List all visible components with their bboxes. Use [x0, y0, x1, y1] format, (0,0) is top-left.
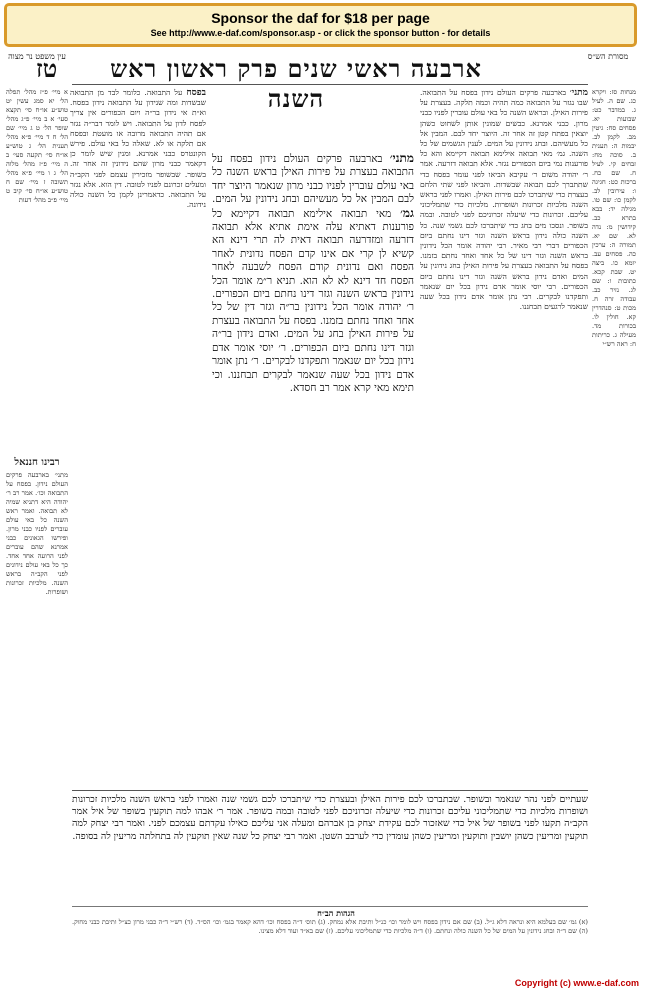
ein-mishpat-column	[6, 88, 68, 958]
mishnah-opening-word: מתני׳	[389, 152, 414, 165]
tosafot-commentary	[70, 88, 206, 788]
seder-note: מסורת הש״ס	[587, 52, 629, 61]
gemara-text: מאי תבואה אילימא תבואה דקיימא כל פורענות דאתיא עלה אימת אתיא אלא תבואה דזרעה ומזדרעה תבואה דאית לה תרי דינא הא קשיא לן קרי אם אינו קדם הפסח נדונית לאחר הפסח ואם נדונית קודם הפסח לשבעה לאחר הפסח חד דינא לא לא הוא. תניא ר״מ אומר הכל נידונין בראש השנה וגזר דינו נחתם ביום הכפורים. ר׳ יהודה אומר הכל נידונין בר״ה וגזר דין של כל אחד ואחד נחתם בזמנו. בפסח על התבואה בעצרת על פירות האילן בחג על המים. ואדם נידון בר״ה וגזר דינו נחתם ביום הכפורים. ר׳ יוסי אומר אדם נידון בכל יום שנאמר ותפקדנו לבקרים. ר׳ נתן אומר אדם נידון בכל שעה שנאמר לבקרים תבחננו. וכי תימא מאי קרא אמר רב חסדא.	[212, 207, 414, 394]
gemara-opening-word: גמ׳	[400, 205, 414, 220]
hagahot-divider	[72, 906, 588, 907]
rashi-commentary	[420, 88, 588, 788]
sponsor-title[interactable]: Sponsor the daf for $18 per page	[211, 10, 430, 26]
page-number: טז	[36, 54, 58, 83]
copyright-notice[interactable]: Copyright (c) www.e-daf.com	[514, 978, 639, 988]
rabbeinu-chananel-text: מתני׳ בארבעה פרקים העולם נידון. בפסח על התבואה וכו׳. אמר רב ר׳ יהודה היא דתניא שמיה לא תבואה. ואמר ראש השנה כל באי עולם עוברים לפניו כבני מרון. ופירשו הגאונים כבני אמרנא שהם עוברים לפני הרועה אחד אחד. כך כל באי עולם נידונים לפני הקב״ה בראש השנה. מלכיות זכרונות ושופרות.	[6, 471, 68, 596]
ein-mishpat-text: א מיי׳ פ״ז מהל׳ תפלה הל׳ יא סמג עשין יט טוש״ע או״ח סי׳ תקצא סעי׳ א ב מיי׳ פ״ג מהל׳ שופר הל׳ ט ג מיי׳ שם הל׳ ח ד מיי׳ פ״א מהל׳ תענית הל׳ ג טוש״ע או״ח סי׳ תקעה סעי׳ ב ה מיי׳ פ״ז מהל׳ מלוה הל׳ ג ו מיי׳ פ״א מהל׳ תשובה ז מיי׳ שם ח טוש״ע או״ח סי׳ קיב ט מיי׳ פ״ב מהל׳ דעות	[6, 88, 68, 204]
rabbeinu-chananel-title: רבינו חננאל	[14, 457, 60, 468]
header-divider	[72, 84, 588, 85]
rashi-dibbur: מתני׳	[569, 88, 588, 98]
bottom-commentary: שעתיים לפני נהר שנאמר ובשופר. שבתברכו לכם פירות האילן ובעצרת כדי שיתברכו לכם גשמי שנה ואמרו לפני בראש השנה מלכיות זכרונות ושופרות מלכיות כדי שתמליכוני עליכם זכרונות כדי שיעלה זכרוניכם לפני לטובה ובמה בשופר. אמר ר׳ אבהו למה תוקעין בשופר של איל אמר הקב״ה תקעו לפני בשופר של איל כדי שאזכור לכם עקידת יצחק בן אברהם ומעלה אני עליכם כאילו עקדתם עצמכם לפני. ואמר רבי יצחק למה תוקעין ומריעין כשהן יושבין ותוקעין ומריעין כשהן עומדין כדי לערבב השטן. ואמר רבי יצחק כל שנה שאין תוקעין לה בתחלתה מריעין לה בסופה.	[72, 794, 588, 842]
rashi-text: בארבעה פרקים העולם נידון בפסח על התבואה. שבו נגזר על התבואה כמה תהיה וכמה תלקה. בעצרת על פירות האילן. ובראש השנה כל באי עולם עוברין לפניו כבני מרון. כבני אמרנא. כבשים שמונין אותן לשחוט כשהן יוצאין בפתח קטן זה אחר זה. היוצר יחד לבם. המבין אל כל מעשיהם. ובחג נידונין על המים. לענין הגשמים של כל השנה. גמ׳ מאי תבואה אילימא תבואה דקיימא והא כל פורענות נמי ביום הכפורים נגזר. אלא תבואה דזרעה. אמר ר׳ יהודה משום ר׳ עקיבא הביאו לפני עומר בפסח כדי שתתברך לכם תבואה שבשדות. והביאו לפני שתי הלחם בעצרת כדי שיתברכו לכם פירות האילן. ואמרו לפני בראש השנה מלכיות זכרונות ושופרות. מלכיות כדי שתמליכוני עליכם. זכרונות כדי שיעלה זכרוניכם לפני לטובה. ובמה בשופר. ונסכו מים בחג כדי שיתברכו לכם גשמי שנה. כל השנה כולה נידון בראש השנה וגזר דינו נחתם ביום הכפורים דברי רבי מאיר. רבי יהודה אומר הכל נידונין בראש השנה וגזר דינו של כל אחד ואחד נחתם בזמנו. בפסח על התבואה בעצרת על פירות האילן בחג נידונין על המים ואדם נידון בראש השנה וגזר דינו נחתם ביום הכפורים. רבי יוסי אומר אדם נידון בכל יום שנאמר ותפקדנו לבקרים. רבי נתן אומר אדם נידון בכל שעה שנאמר לרגעים תבחננו.	[420, 88, 588, 312]
hagahot-text: (א) גמ׳ שם בעלמא היא ונראה דלא ג״ל. (ב) שם אם נידון בפסח ויש לומר וכו׳ כנ״ל ותיבת אלא נמחק. (ג) תוס׳ ד״ה בפסח וכו׳ דהא קאמר בגמ׳ וכו׳ הס״ד. (ד) רש״י ד״ה כבני מרון כצ״ל ותיבת כבני מחוק. (ה) שם ד״ה ובחג נידונין על המים של כל השנה כולה ונחתם. (ו) ד״ה מלכיות כדי שתמליכוני עליכם. (ז) שם בא״ד ועוד דלא מצינו.	[72, 918, 588, 935]
mesoret-hashas-column: מנחות סז: ויקרא כג. שם ה. לעיל ג. במדבר כט: שבועות יא. פסחים סח: גיטין מב. לקמן לב. יבמות ה: תענית ב. סוכה מח: זבחים קי. לעיל ח. שם כח. ברכות כט: חגיגה ו: עירובין לב. לקמן כו: שם טו. מגילה יד: בבא בתרא כב. קידושין מ: נדה לא. שם יא. תמורה ה: ערכין כה. פסחים עב. יומא כו. ביצה יט. שבת קכא. כתובות ו: שם לג. נזיר כב. עבודה זרה ח. מכות ט: סנהדרין קא. חולין לו. בכורות מד. מעילה ג. כריתות ח: ראה רש״י	[592, 88, 636, 348]
gemara-main-text	[212, 152, 414, 782]
ein-mishpat-heading: עין משפט נר מצוה	[8, 52, 66, 61]
sponsor-banner[interactable]	[4, 3, 637, 47]
mishnah-text: בארבעה פרקים העולם נידון בפסח על התבואה בעצרת על פירות האילן בראש השנה כל באי עולם עוברין לפניו כבני מרון שנאמר היוצר יחד לבם המבין אל כל מעשיהם ובחג נידונין על המים.	[212, 153, 414, 206]
sponsor-subtitle[interactable]: See http://www.e-daf.com/sponsor.asp - or click the sponsor button - for details	[150, 28, 491, 38]
talmud-page	[6, 52, 636, 977]
running-title: ארבעה ראשי שנים פרק ראשון ראש השנה	[110, 54, 482, 113]
tosafot-dibbur: בפסח	[186, 88, 206, 98]
bottom-divider	[72, 790, 588, 791]
tosafot-text: על התבואה. כלומר לבד מן התבואה שבשדות ומה שנידון על התבואה נידון בפסח. וא״ת אי נידון בר״ה ויום הכפורים אין צריך לפסח לדון על התבואה. ויש לומר דבר״ה נגזר אם תהיה התבואה מרובה או מועטת ובפסח אם תלקה או לא. שאלה כל באי עולם. פירש הקונטרס כבני אמרנא. ומנין שיש לומר כן דקאמר כבני מרון שהם נידונין זה אחר זה. בשופר. שבשופר מזכירין עצמם לפני הקב״ה ומעלים זכרונם לפניו לטובה. דין הוא. אלא נגזר על התבואה. כדאמרינן לקמן כל השנה כולה נידונה.	[70, 88, 206, 210]
hagahot-title: הגהות הב״ח	[317, 908, 355, 918]
